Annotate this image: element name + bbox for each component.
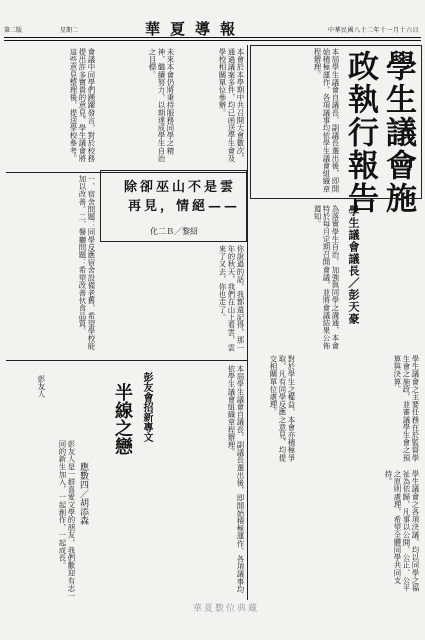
serial-header: 彭友會招新專文	[141, 372, 152, 442]
title-line2: 政執行報告	[342, 50, 378, 215]
article-body-3: 學生議會之主要任務在於監督學生會之施政，並審議學生會之預算與決算。	[393, 355, 420, 462]
left-column-mid: 一、宿舍問題：同學反應宿舍設備老舊，希望學校能加以改善。二、餐廳問題：希望改善伙食品質。	[78, 175, 96, 350]
page-number: 第二版	[4, 27, 23, 34]
article-body-6: 本會於本學期中共召開大會數次，通過議案多件，均已函送學生會及學校相關單位參辦。	[218, 48, 245, 162]
serial-title: 半線之戀	[112, 383, 133, 455]
poem-title: 除卻巫山不是雲	[123, 180, 236, 195]
poem-body: 你說過的話，我都還記得，那一年的秋天，我們在山上看雲，雲來了又去，你也走了。	[218, 245, 245, 352]
watermark: 華夏數位典藏	[193, 604, 260, 614]
article-body-2: 為落實學生自治，加強與同學之溝通，本會特於每月定期召開會議，並將會議結果公佈週知。	[313, 205, 340, 350]
serial-body-2: 本屆學生議會自議長、副議長選出後，即開始積極運作，各項議事均依學生議會組織章程辦理。	[227, 365, 245, 593]
article-byline: 學生議會議長／彭天豪	[347, 205, 360, 325]
poem-author: 化二Ｂ／黎紹	[150, 227, 198, 236]
article-body-4: 對於學生之權益，本會亦積極爭取，凡有同學反應之意見，均提交相關單位處理。	[269, 355, 296, 462]
issue-date: 中華民國八十二年十一月十六日	[327, 27, 419, 34]
article-body-1: 本屆學生議會自議長、副議長選出後，即開始積極運作，各項議事均依學生議會組織章程辦理。	[313, 48, 340, 193]
masthead: 華夏導報	[145, 20, 246, 38]
title-line1: 學生議會施	[380, 50, 416, 215]
article-frame	[250, 45, 422, 199]
article-body-7: 未來本會仍將秉持服務同學之精神，繼續努力，以期達成學生自治之目標。	[148, 48, 175, 162]
left-column-top: 會議中同學們踴躍發言，對於校務提出許多寶貴的意見。學生議會將這些意見整理後，提送學校參考。	[69, 48, 96, 162]
article-body-5: 學生議會之各項決議，均以同學之福祉為依歸，凡事以公開、公正、公平之原則處理，希望全體同學共同支持。	[384, 470, 420, 592]
header-rule-thin	[4, 40, 421, 41]
serial-author: 應數四／胡添森	[78, 462, 88, 525]
weekday: 星期二	[60, 27, 79, 34]
column-divider	[247, 45, 248, 600]
poem-subtitle: ——再見，情絕	[127, 199, 240, 214]
serial-label: 彭友人	[37, 375, 46, 398]
serial-body: 彭友人是一群喜愛文學的朋友，我們歡迎有志一同的新生加入，一起創作，一起成長。	[58, 440, 76, 600]
header-rule	[4, 37, 421, 38]
section-rule-2	[6, 360, 248, 361]
